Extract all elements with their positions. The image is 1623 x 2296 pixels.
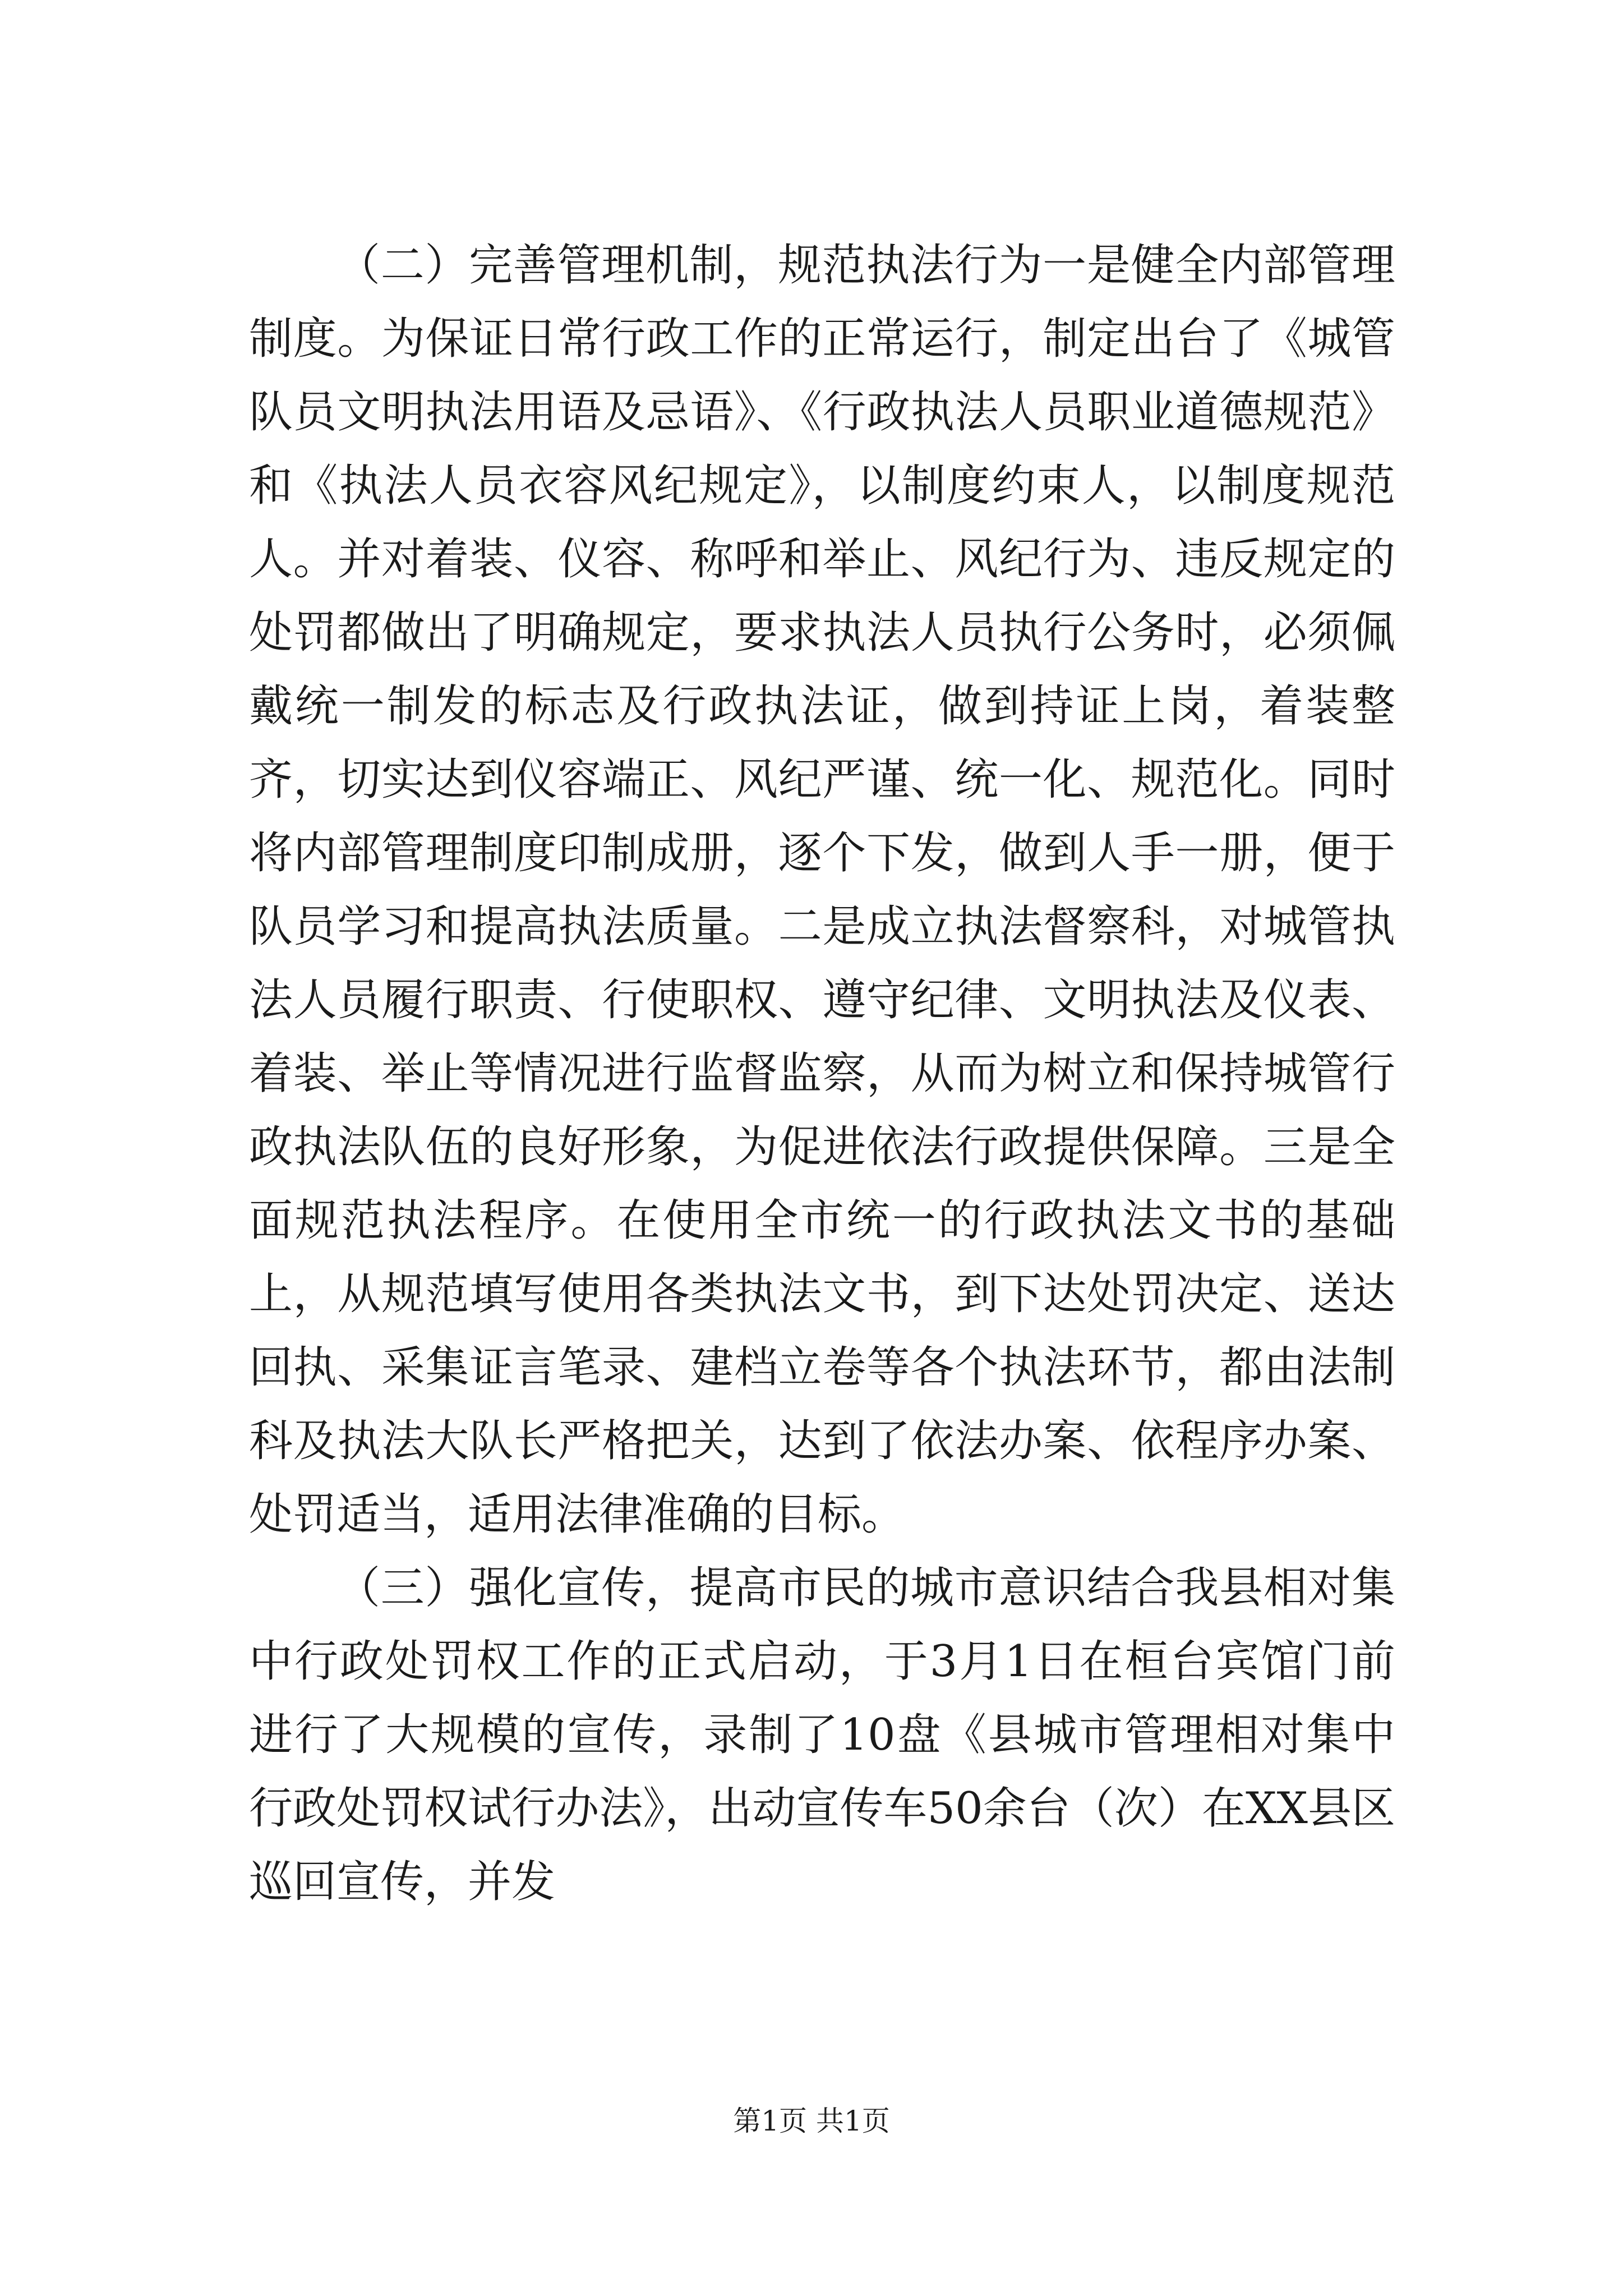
page-footer: 第1页 共1页: [733, 2105, 890, 2137]
paragraph-management-mechanism: （二）完善管理机制，规范执法行为一是健全内部管理制度。为保证日常行政工作的正常运行，制定出台了《城管队员文明执法用语及忌语》、《行政执法人员职业道德规范》和《执法人员衣容风纪规定》，以制度约束人，以制度规范人。并对着装、仪容、称呼和举止、风纪行为、违反规定的处罚都做出了明确规定，要求执法人员执行公务时，必须佩戴统一制发的标志及行政执法证，做到持证上岗，着装整齐，切实达到仪容端正、风纪严谨、统一化、规范化。同时将内部管理制度印制成册，逐个下发，做到人手一册，便于队员学习和提高执法质量。二是成立执法督察科，对城管执法人员履行职责、行使职权、遵守纪律、文明执法及仪表、着装、举止等情况进行监督监察，从而为树立和保持城管行政执法队伍的良好形象，为促进依法行政提供保障。三是全面规范执法程序。在使用全市统一的行政执法文书的基础上，从规范填写使用各类执法文书，到下达处罚决定、送达回执、采集证言笔录、建档立卷等各个执法环节，都由法制科及执法大队长严格把关，达到了依法办案、依程序办案、处罚适当，适用法律准确的目标。: [249, 240, 1395, 1540]
document-body: [249, 229, 1395, 1919]
paragraph-publicity: （三）强化宣传，提高市民的城市意识结合我县相对集中行政处罚权工作的正式启动，于3月1日在桓台宾馆门前进行了大规模的宣传，录制了10盘《县城市管理相对集中行政处罚权试行办法》，出动宣传车50余台（次）在XX县区巡回宣传，并发: [249, 1563, 1395, 1907]
